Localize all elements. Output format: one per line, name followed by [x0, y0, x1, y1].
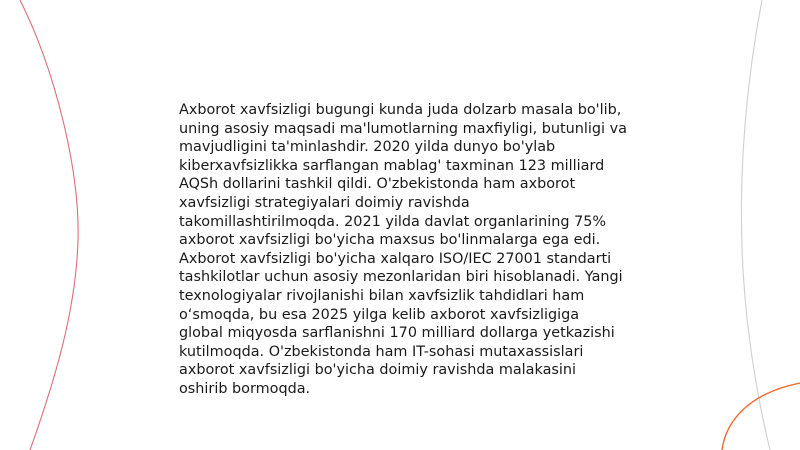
right-arc-gray: [741, 0, 770, 450]
bottom-right-arc: [722, 383, 800, 450]
left-arc: [20, 0, 78, 450]
body-paragraph: Axborot xavfsizligi bugungi kunda juda dolzarb masala bo'lib, uning asosiy maqsadi ma'lumotlarning maxfiyligi, butunligi va mavjudligini ta'minlashdir. 2020 yilda dunyo bo'ylab kiberxavfsizlikka sarflangan mablag' taxminan 123 milliard AQSh dollarini tashkil qildi. O'zbekistonda ham axborot xavfsizligi strategiyalari doimiy ravishda takomillashtirilmoqda. 2021 yilda davlat organlarining 75% axborot xavfsizligi bo'yicha maxsus bo'linmalarga ega edi. Axborot xavfsizligi bo'yicha xalqaro ISO/IEC 27001 standarti tashkilotlar uchun asosiy mezonlaridan biri hisoblanadi. Yangi texnologiyalar rivojlanishi bilan xavfsizlik tahdidlari ham o‘smoqda, bu esa 2025 yilga kelib axborot xavfsizligiga global miqyosda sarflanishni 170 milliard dollarga yetkazishi kutilmoqda. O'zbekistonda ham IT-sohasi mutaxassislari axborot xavfsizligi bo'yicha doimiy ravishda malakasini oshirib bormoqda.: [179, 102, 627, 397]
